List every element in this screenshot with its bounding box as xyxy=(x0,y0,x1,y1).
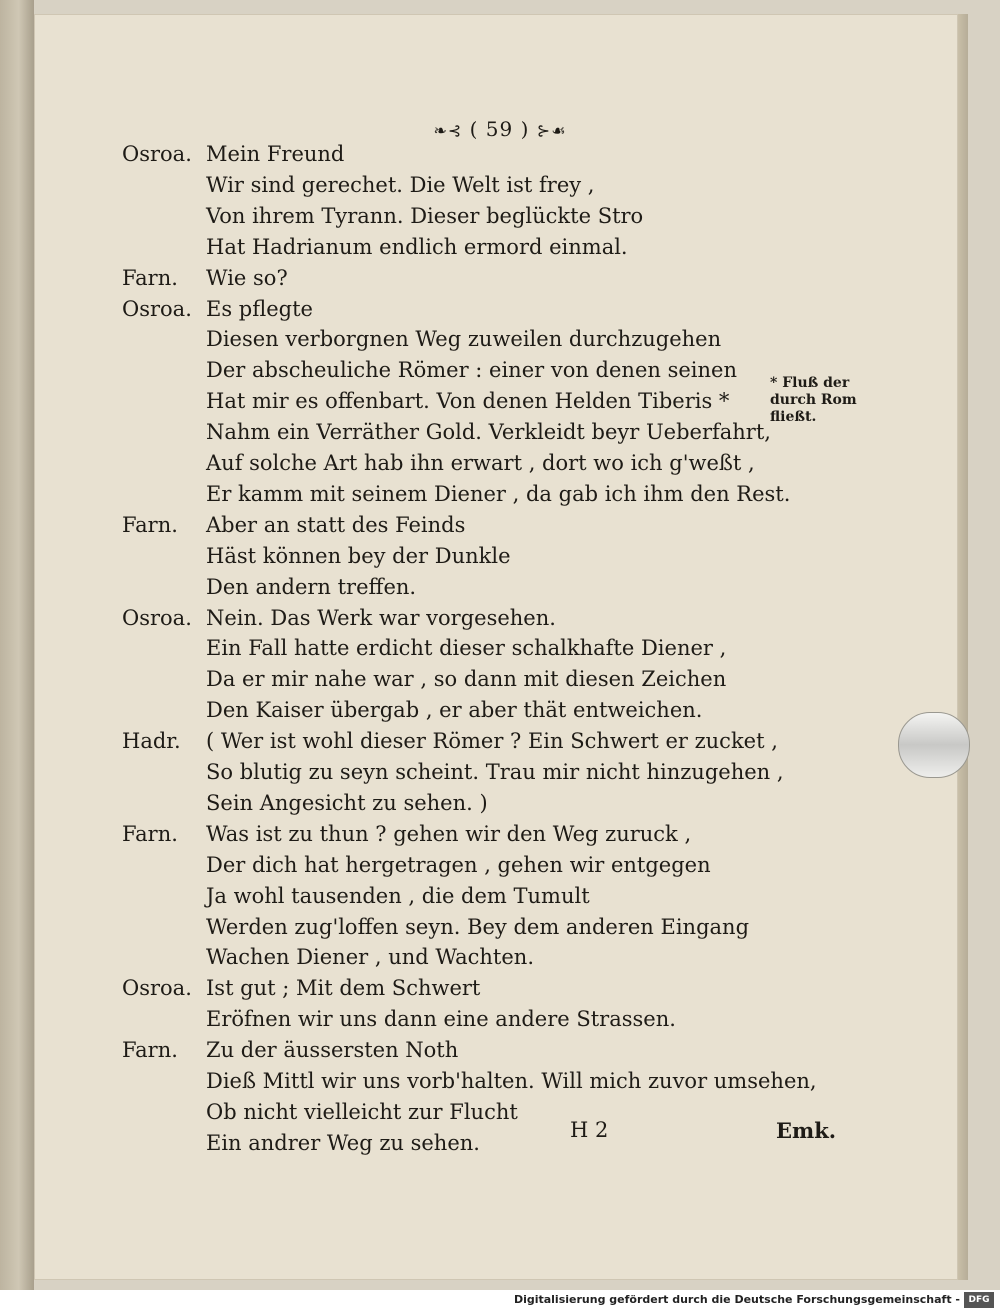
speaker-label: Osroa. xyxy=(122,976,192,1000)
verse-line: Es pflegte xyxy=(206,297,313,321)
verse-line: Den andern treffen. xyxy=(206,575,417,599)
verse-line: Der abscheuliche Römer : einer von denen seinen xyxy=(206,358,737,382)
verse-line: Mein Freund xyxy=(206,142,345,166)
speaker-label: Farn. xyxy=(122,513,178,537)
left-page-edge xyxy=(0,0,34,1290)
verse-line: Den Kaiser übergab , er aber thät entweichen. xyxy=(206,698,703,722)
verse-line: ( Wer ist wohl dieser Römer ? Ein Schwert er zucket , xyxy=(206,729,778,753)
verse-line: Wachen Diener , und Wachten. xyxy=(206,945,534,969)
footer-credit: Digitalisierung gefördert durch die Deutsche Forschungsgemeinschaft - xyxy=(513,1293,960,1306)
verse-line: Wie so? xyxy=(206,266,288,290)
speaker-label: Farn. xyxy=(122,266,178,290)
verse-line: Aber an statt des Feinds xyxy=(206,513,466,537)
speaker-label: Osroa. xyxy=(122,297,192,321)
ornament-left: ❧⊰ xyxy=(433,121,463,140)
right-page-edge xyxy=(958,14,968,1280)
verse-line: Was ist zu thun ? gehen wir den Weg zuruck , xyxy=(206,822,692,846)
verse-line: Diesen verborgnen Weg zuweilen durchzugehen xyxy=(206,327,722,351)
catchword: Emk. xyxy=(776,1118,837,1143)
verse-line: Auf solche Art hab ihn erwart , dort wo ich g'weßt , xyxy=(206,451,755,475)
verse-line: Ist gut ; Mit dem Schwert xyxy=(206,976,481,1000)
verse-line: Der dich hat hergetragen , gehen wir entgegen xyxy=(206,853,711,877)
dfg-logo: DFG xyxy=(964,1292,994,1308)
verse-line: Ein Fall hatte erdicht dieser schalkhafte Diener , xyxy=(206,636,727,660)
speaker-label: Hadr. xyxy=(122,729,181,753)
verse-line: Er kamm mit seinem Diener , da gab ich ihm den Rest. xyxy=(206,482,791,506)
verse-line: Ja wohl tausenden , die dem Tumult xyxy=(206,884,590,908)
signature-mark: H 2 xyxy=(570,1118,609,1142)
verse-line: Sein Angesicht zu sehen. ) xyxy=(206,791,488,815)
page-number: ( 59 ) xyxy=(469,117,530,141)
verse-line: Da er mir nahe war , so dann mit diesen Zeichen xyxy=(206,667,727,691)
verse-line: Wir sind gerechet. Die Welt ist frey , xyxy=(206,173,595,197)
speaker-label: Farn. xyxy=(122,1038,178,1062)
page-clip xyxy=(898,712,970,778)
speaker-label: Osroa. xyxy=(122,606,192,630)
verse-line: Dieß Mittl wir uns vorb'halten. Will mich zuvor umsehen, xyxy=(206,1069,817,1093)
verse-line: Ein andrer Weg zu sehen. xyxy=(206,1131,480,1155)
verse-line: Von ihrem Tyrann. Dieser beglückte Stro xyxy=(206,204,644,228)
verse-line: So blutig zu seyn scheint. Trau mir nicht hinzugehen , xyxy=(206,760,784,784)
verse-line: Nahm ein Verräther Gold. Verkleidt beyr Ueberfahrt, xyxy=(206,420,771,444)
verse-line: Zu der äussersten Noth xyxy=(206,1038,459,1062)
verse-line: Hat mir es offenbart. Von denen Helden Tiberis * xyxy=(206,389,730,413)
footnote: * Fluß der durch Rom fließt. xyxy=(770,375,857,425)
speaker-label: Osroa. xyxy=(122,142,192,166)
verse-line: Nein. Das Werk war vorgesehen. xyxy=(206,606,556,630)
footer-bar xyxy=(0,1290,1000,1312)
ornament-right: ⊱☙ xyxy=(536,121,567,140)
speaker-label: Farn. xyxy=(122,822,178,846)
verse-line: Häst können bey der Dunkle xyxy=(206,544,511,568)
verse-line: Eröfnen wir uns dann eine andere Strassen. xyxy=(206,1007,676,1031)
page-header xyxy=(0,117,1000,141)
verse-line: Werden zug'loffen seyn. Bey dem anderen Eingang xyxy=(206,915,750,939)
verse-line: Ob nicht vielleicht zur Flucht xyxy=(206,1100,518,1124)
verse-line: Hat Hadrianum endlich ermord einmal. xyxy=(206,235,628,259)
